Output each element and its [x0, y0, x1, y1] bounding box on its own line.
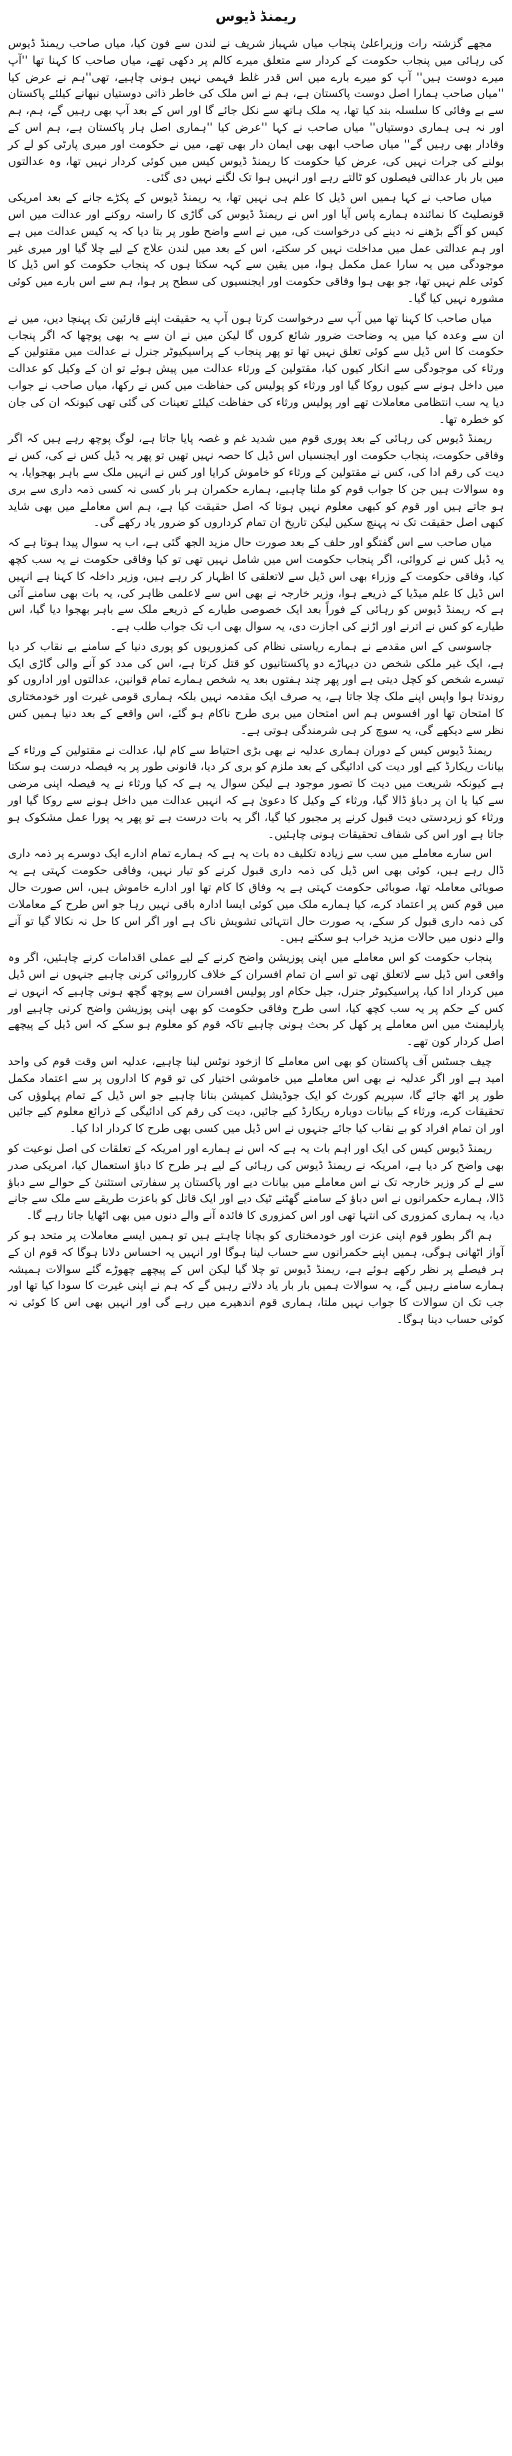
article-paragraph: میاں صاحب نے کہا ہمیں اس ڈیل کا علم ہی نہیں تھا، یہ ریمنڈ ڈیوس کے پکڑے جانے کے بعد امریکی قونصلیٹ کا نمائندہ ہمارے پاس آیا اور اس نے ریمنڈ ڈیوس کی گاڑی کا راستہ روکنے اور عدالت میں اس کیس کو آگے بڑھنے نہ دینے کی درخواست کی، میں نے اسے واضح طور پر بتا دیا کہ یہ کیس عدالت میں ہے اور ہم عدالتی عمل میں مداخلت نہیں کر سکتے، اس کے بعد میں لندن علاج کے لیے چلا گیا اور میری غیر موجودگی میں یہ سارا عمل مکمل ہوا، میں یقین سے کہہ سکتا ہوں کہ پنجاب حکومت کو اس ڈیل کا کوئی علم نہیں تھا، جو بھی ہوا وفاقی حکومت اور ایجنسیوں کی سطح پر ہوا، ہم سے اس بارے میں کوئی مشورہ نہیں کیا گیا۔: [8, 191, 504, 305]
article-paragraph: پنجاب حکومت کو اس معاملے میں اپنی پوزیشن واضح کرنے کے لیے عملی اقدامات کرنے چاہئیں، اگر وہ واقعی اس ڈیل سے لاتعلق تھی تو اسے ان تمام افسران کے خلاف کارروائی کرنی چاہیے جنہوں نے اس ڈیل میں کردار ادا کیا، پراسیکیوٹر جنرل، جیل حکام اور پولیس افسران سے پوچھ گچھ ہونی چاہیے کہ انہوں نے کس کے حکم پر یہ سب کچھ کیا، اسی طرح وفاقی حکومت کو بھی اپنی پوزیشن واضح کرنی چاہیے اور پارلیمنٹ میں اس معاملے پر کھل کر بحث ہونی چاہیے تاکہ قوم کو معلوم ہو سکے کہ اس ڈیل کے پیچھے اصل کردار کون تھے۔: [8, 951, 504, 1049]
article-paragraph: ریمنڈ ڈیوس کیس کے دوران ہماری عدلیہ نے بھی بڑی احتیاط سے کام لیا، عدالت نے مقتولین کے ورثاء کے بیانات ریکارڈ کیے اور دیت کی ادائیگی کے بعد ملزم کو بری کر دیا، قانونی طور پر یہ فیصلہ درست ہو سکتا ہے کیونکہ شریعت میں دیت کا تصور موجود ہے لیکن سوال یہ ہے کہ کیا ورثاء نے یہ فیصلہ اپنی مرضی سے کیا یا ان پر دباؤ ڈالا گیا، ورثاء کے وکیل کا دعویٰ ہے کہ انہیں عدالت میں داخل ہونے سے روکا گیا اور ورثاء کو زبردستی دیت قبول کرنے پر مجبور کیا گیا، اگر یہ بات درست ہے تو پھر یہ پورا عمل مشکوک ہو جاتا ہے اور اس کی شفاف تحقیقات ہونی چاہئیں۔: [8, 743, 504, 841]
article-paragraph: چیف جسٹس آف پاکستان کو بھی اس معاملے کا ازخود نوٹس لینا چاہیے، عدلیہ اس وقت قوم کی واحد امید ہے اور اگر عدلیہ نے بھی اس معاملے میں خاموشی اختیار کی تو قوم کا اداروں پر سے اعتماد مکمل طور پر اٹھ جائے گا، سپریم کورٹ کو ایک جوڈیشل کمیشن بنانا چاہیے جو اس ڈیل کے تمام پہلوؤں کی تحقیقات کرے، ورثاء کے بیانات دوبارہ ریکارڈ کیے جائیں، دیت کی رقم کی ادائیگی کے ذرائع معلوم کیے جائیں اور ان تمام افراد کو بے نقاب کیا جائے جنہوں نے اس ڈیل میں کسی بھی طرح کا کردار ادا کیا۔: [8, 1055, 504, 1136]
article-paragraph: ریمنڈ ڈیوس کی رہائی کے بعد پوری قوم میں شدید غم و غصہ پایا جاتا ہے، لوگ پوچھ رہے ہیں کہ اگر وفاقی حکومت، پنجاب حکومت اور ایجنسیاں اس ڈیل کا حصہ نہیں تھیں تو پھر یہ ڈیل کس نے کی، کس نے دیت کی رقم ادا کی، کس نے مقتولین کے ورثاء کو خاموش کرایا اور کس نے انہیں ملک سے باہر بھجوایا، یہ وہ سوالات ہیں جن کا جواب قوم کو ملنا چاہیے، ہمارے حکمران ہر بار کسی نہ کسی ذمہ داری سے بری ہو جاتے ہیں اور قوم کو کبھی معلوم نہیں ہوتا کہ اصل حقیقت کیا ہے، ہم اس معاملے میں بھی شاید کبھی اصل حقیقت تک نہ پہنچ سکیں لیکن تاریخ ان تمام کرداروں کو ضرور یاد رکھے گی۔: [8, 432, 504, 530]
article-body: [8, 36, 504, 1329]
article-title: ریمنڈ ڈیوس: [215, 9, 297, 25]
article-paragraph: مجھے گزشتہ رات وزیراعلیٰ پنجاب میاں شہباز شریف نے لندن سے فون کیا، میاں صاحب ریمنڈ ڈیوس کی رہائی میں پنجاب حکومت کے کردار سے متعلق میرے کالم پر دکھی تھے، میاں صاحب کا کہنا تھا ''آپ میرے دوست ہیں'' آپ کو میرے بارے میں اس قدر غلط فہمی نہیں ہونی چاہیے، تھی''ہم نے عرض کیا ''میاں صاحب ہمارا اصل دوست پاکستان ہے، ہم نے اس ملک کی خاطر ذاتی دوستیاں نبھانے کیلئے پاکستان سے بے وفائی کا سلسلہ بند کیا تھا، یہ ملک ہاتھ سے نکل جائے گا اور اس کے بعد آپ بھی رہیں گے، ہم، ہم اور نہ ہی ہماری دوستیاں'' میاں صاحب نے کہا ''عرض کیا ''ہماری اصل ہار پاکستان ہے، ہم اس کے وفادار بھی رہیں گے'' میاں صاحب ابھی بھی ایمان دار بھی تھے، میں نے حکومت اور میری پارٹی کو لے کر بولنے کی جرات نہیں کی، عرض کیا حکومت کا ریمنڈ ڈیوس کیس میں کوئی کردار نہیں تھا، وہ عدالتوں میں بار بار عدالتی فیصلوں کو ٹالتے رہے اور انہیں ہوا تک لگنے نہیں دی گئی۔: [8, 37, 504, 185]
article-paragraph: اس سارے معاملے میں سب سے زیادہ تکلیف دہ بات یہ ہے کہ ہمارے تمام ادارے ایک دوسرے پر ذمہ داری ڈال رہے ہیں، کوئی بھی اس ڈیل کی ذمہ داری قبول کرنے کو تیار نہیں، وفاقی حکومت کہتی ہے یہ صوبائی معاملہ تھا، صوبائی حکومت کہتی ہے یہ وفاق کا کام تھا اور ادارے خاموش ہیں، اس صورت حال میں قوم کس پر اعتماد کرے، کیا ہمارے ملک میں کوئی ایسا ادارہ باقی نہیں رہا جو اس طرح کے معاملات کی ذمہ داری قبول کر سکے، یہ صورت حال انتہائی تشویش ناک ہے اور اگر اس کا حل نہ نکالا گیا تو آنے والے دنوں میں حالات مزید خراب ہو سکتے ہیں۔: [8, 847, 504, 945]
article-paragraph: جاسوسی کے اس مقدمے نے ہمارے ریاستی نظام کی کمزوریوں کو پوری دنیا کے سامنے بے نقاب کر دیا ہے، ایک غیر ملکی شخص دن دیہاڑے دو پاکستانیوں کو قتل کرتا ہے، اس کی مدد کو آنے والی گاڑی ایک تیسرے شخص کو کچل دیتی ہے اور پھر چند ہفتوں بعد یہ شخص ہمارے تمام قوانین، عدالتوں اور اداروں کو روندتا ہوا واپس اپنے ملک چلا جاتا ہے، یہ صرف ایک مقدمہ نہیں بلکہ ہماری قومی غیرت اور خودمختاری کا امتحان تھا اور افسوس ہم اس امتحان میں بری طرح ناکام ہو گئے، اس واقعے کے بعد دنیا ہمیں کس نظر سے دیکھے گی، یہ سوچ کر ہی شرمندگی ہوتی ہے۔: [8, 639, 504, 737]
article-paragraph: ریمنڈ ڈیوس کیس کی ایک اور اہم بات یہ ہے کہ اس نے ہمارے اور امریکہ کے تعلقات کی اصل نوعیت کو بھی واضح کر دیا ہے، امریکہ نے ریمنڈ ڈیوس کی رہائی کے لیے ہر طرح کا دباؤ استعمال کیا، امریکی صدر سے لے کر وزیر خارجہ تک نے اس معاملے میں بیانات دیے اور پاکستان پر سفارتی استثنیٰ کے حوالے سے دباؤ ڈالا، ہمارے حکمرانوں نے اس دباؤ کے سامنے گھٹنے ٹیک دیے اور ایک قاتل کو باعزت طریقے سے ملک سے جانے دیا، یہ ہماری کمزوری کی انتہا تھی اور اس کمزوری کا فائدہ آنے والے دنوں میں بھی اٹھایا جاتا رہے گا۔: [8, 1142, 504, 1223]
article-paragraph: ہم اگر بطور قوم اپنی عزت اور خودمختاری کو بچانا چاہتے ہیں تو ہمیں ایسے معاملات پر متحد ہو کر آواز اٹھانی ہوگی، ہمیں اپنے حکمرانوں سے حساب لینا ہوگا اور انہیں یہ احساس دلانا ہوگا کہ قوم ان کے ہر فیصلے پر نظر رکھے ہوئے ہے، ریمنڈ ڈیوس تو چلا گیا لیکن اس کے پیچھے چھوڑے گئے سوالات ہمیشہ ہمارے سامنے رہیں گے، یہ سوالات ہمیں بار بار یاد دلاتے رہیں گے کہ ہم نے اپنی غیرت کا سودا کیا تھا اور جب تک ان سوالات کا جواب نہیں ملتا، ہماری قوم اندھیرے میں رہے گی اور انہیں بھی اس کا کوئی نہ کوئی حساب دینا ہوگا۔: [8, 1228, 504, 1326]
article-paragraph: میاں صاحب سے اس گفتگو اور حلف کے بعد صورت حال مزید الجھ گئی ہے، اب یہ سوال پیدا ہوتا ہے کہ یہ ڈیل کس نے کروائی، اگر پنجاب حکومت اس میں شامل نہیں تھی تو کیا وفاقی حکومت نے یہ سب کچھ کیا، وفاقی حکومت کے وزراء بھی اس ڈیل سے لاتعلقی کا اظہار کر رہے ہیں، وزیر داخلہ کا کہنا ہے انہیں اس ڈیل کا علم میڈیا کے ذریعے ہوا، وزیر خارجہ نے بھی اس سے لاعلمی ظاہر کی، یہ بات بھی سامنے آئی ہے کہ ریمنڈ ڈیوس کو رہائی کے فوراً بعد ایک خصوصی طیارے کے ذریعے ملک سے باہر بھجوا دیا گیا، اس طیارے کو کس نے اترنے اور اڑنے کی اجازت دی، یہ سوال بھی اب تک جواب طلب ہے۔: [8, 536, 504, 634]
article-paragraph: میاں صاحب کا کہنا تھا میں آپ سے درخواست کرتا ہوں آپ یہ حقیقت اپنے قارئین تک پہنچا دیں، میں نے ان سے وعدہ کیا میں یہ وضاحت ضرور شائع کروں گا لیکن میں نے ان سے یہ بھی پوچھا کہ اگر پنجاب حکومت کا اس ڈیل سے کوئی تعلق نہیں تھا تو پھر پنجاب کے پراسیکیوٹر جنرل نے عدالت میں مقتولین کے ورثاء کی موجودگی سے انکار کیوں کیا، مقتولین کے ورثاء عدالت میں پیش ہوئے تو ان کے وکیل کو عدالت میں داخل ہونے سے کیوں روکا گیا اور ورثاء کو پولیس کی حفاظت میں کس نے رکھا، میاں صاحب نے جواب دیا یہ سب انتظامی معاملات تھے اور پولیس ورثاء کی حفاظت کیلئے تعینات کی گئی تھی کیونکہ ان کی جان کو خطرہ تھا۔: [8, 311, 504, 426]
